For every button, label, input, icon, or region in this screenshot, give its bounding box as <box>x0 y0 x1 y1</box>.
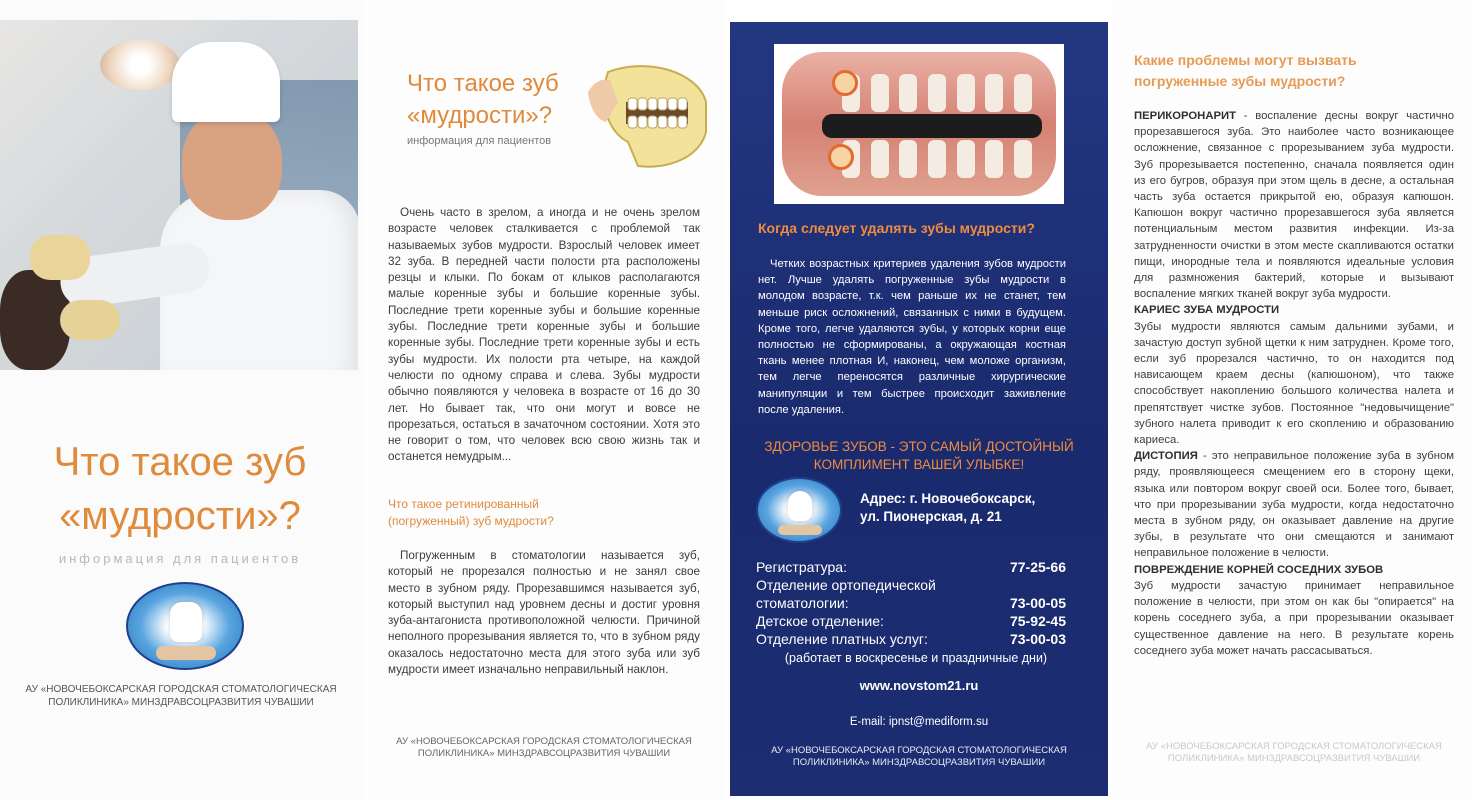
contacts-panel <box>730 22 1108 796</box>
email-link[interactable]: E-mail: ipnst@mediform.su <box>849 716 989 728</box>
hands-icon <box>778 525 822 535</box>
root-damage-text: Зуб мудрости зачастую принимает неправильное положение в челюсти, при этом он как бы "опирается" на корень соседнего зуба, а при прорезывании оказывает существенное давление на него. В результате корень соседнего зуба может начать рассасываться. <box>1134 579 1454 657</box>
gloved-hand <box>30 235 90 280</box>
removal-text: Четких возрастных критериев удаления зубов мудрости нет. Лучше удалять погруженные зубы мудрости в молодом возрасте, т.к. чем раньше их не станет, тем меньше риск осложнений, связанных с ними в будущем. Кроме того, легче удаляются зубы, у которых корни еще полностью не сформированы, а окружающая костная ткань менее плотная И, наконец, чем моложе организм, тем легче переносятся различные хирургические манипуляции и тем быстрее происходит заживление после удаления. <box>758 258 1066 416</box>
clinic-logo-icon <box>126 582 244 670</box>
intro-panel <box>362 0 726 800</box>
cover-title-line2: «мудрости»? <box>59 494 301 538</box>
retained-paragraph <box>388 548 700 678</box>
address-line1: Адрес: г. Новочебоксарск, <box>860 491 1036 506</box>
hands-icon <box>156 646 216 660</box>
slogan <box>752 438 1086 474</box>
phone-label: Отделение ортопедической <box>756 577 936 593</box>
phone-row <box>756 594 1066 612</box>
hours-note: (работает в воскресенье и праздничные дни) <box>784 651 1048 665</box>
retained-text: Погруженным в стоматологии называется зуб, который не прорезался полностью и не занял свое место в зубном ряду. Прорезавшимся называется зуб, который выступил над уровнем десны и достиг уровня зуба-антагониста противоположной челюсти. Причиной неполного прорезывания является то, что в зубном ряду оказалось недостаточно места для этого зуба или зуб мудрости имеет изначально неправильный наклон. <box>388 549 700 677</box>
pericoronitis-section <box>1134 108 1454 302</box>
intro-text: Очень часто в зрелом, а иногда и не очень зрелом возрасте человек сталкивается с проблемой так называемых зубов мудрости. Взрослый человек имеет 32 зуба. В передней части полости рта расположены резцы и клыки. По бокам от клыков располагаются малые коренные зубы и большие коренные зубы. Последние трети коренные зубы и большие коренные зубы. Последние трети коренные зубы и большие коренные зубы. Последние трети коренные зубы и есть зубы мудрости. Их полости рта четыре, на каждой челюсти по одному справа и слева. Зубы мудрости обычно появляются у человека в возрасте от 16 до 30 лет. Но бывает так, что они могут и вовсе не прорезаться, остаться в зачаточном состоянии. Хотя это не говорит о том, что человек всю свою жизнь так и останется немудрым... <box>388 206 700 464</box>
jaw-skull-icon <box>588 62 712 174</box>
footer-line2: ПОЛИКЛИНИКА» МИНЗДРАВСОЦРАЗВИТИЯ ЧУВАШИИ <box>417 748 671 759</box>
dystopia-heading: ДИСТОПИЯ <box>1134 450 1198 463</box>
intro-title-line1: Что такое зуб <box>407 70 559 97</box>
dentist-face <box>182 110 282 220</box>
wisdom-tooth-lower-icon <box>828 144 854 170</box>
problems-question <box>1134 50 1454 92</box>
gloved-hand-tool <box>60 300 120 340</box>
pericoronitis-text: - воспаление десны вокруг частично прорезавшегося зуба. Это наиболее часто возникающее осложнение, связанное с прорезыванием зуба мудрости. Зуб прорезывается постепенно, сначала появляется один из его бугров, образуя при этом щель в десне, а остальная часть зуба остается прикрытой ею, образуя капюшон. Капюшон вокруг частично прорезавшегося зуба является потенциальным местом развития инфекции. Из-за затрудненности очистки в этом месте скапливаются остатки пищи, инородные тела и появляются идеальные условия для размножения бактерий, которые и вызывают воспаление мягких тканей вокруг зуба мудрости. <box>1134 110 1454 301</box>
intro-footer <box>384 736 704 760</box>
mouth-gap <box>822 114 1042 138</box>
problems-panel <box>1112 0 1472 800</box>
footer-line1: АУ «НОВОЧЕБОКСАРСКАЯ ГОРОДСКАЯ СТОМАТОЛОГИЧЕСКАЯ <box>25 684 337 695</box>
cover-title <box>30 435 330 543</box>
retained-question <box>388 496 700 530</box>
phone-number: 73-00-05 <box>1009 595 1066 611</box>
slogan-line2: КОМПЛИМЕНТ ВАШЕЙ УЛЫБКЕ! <box>813 457 1025 472</box>
removal-paragraph <box>758 256 1066 418</box>
cover-title-line1: Что такое зуб <box>53 440 307 484</box>
intro-subtitle: информация для пациентов <box>407 135 552 147</box>
removal-question: Когда следует удалять зубы мудрости? <box>758 220 1035 236</box>
phone-row <box>756 558 1066 576</box>
dystopia-section <box>1134 448 1454 561</box>
tooth-icon <box>788 491 812 521</box>
intro-title-line2: «мудрости»? <box>407 102 553 129</box>
intro-title <box>407 68 559 132</box>
contacts-footer <box>750 745 1088 769</box>
tooth-icon <box>170 602 202 642</box>
phone-number: 73-00-03 <box>1009 631 1066 647</box>
problems-text <box>1134 108 1454 659</box>
cover-footer <box>20 683 342 709</box>
lower-teeth <box>842 140 1032 178</box>
cover-panel <box>0 0 362 800</box>
phone-number: 77-25-66 <box>1009 559 1066 575</box>
dentist-photo <box>0 20 358 370</box>
phone-row <box>756 576 1066 594</box>
footer-line1: АУ «НОВОЧЕБОКСАРСКАЯ ГОРОДСКАЯ СТОМАТОЛОГИЧЕСКАЯ <box>396 736 692 747</box>
phone-row <box>756 630 1066 648</box>
pericoronitis-heading: ПЕРИКОРОНАРИТ <box>1134 110 1237 122</box>
phone-label: стоматологии: <box>756 595 849 611</box>
cover-subtitle: информация для пациентов <box>58 551 302 566</box>
clinic-logo-icon <box>756 477 842 543</box>
wisdom-tooth-upper-icon <box>832 70 858 96</box>
footer-line2: ПОЛИКЛИНИКА» МИНЗДРАВСОЦРАЗВИТИЯ ЧУВАШИИ <box>48 697 314 708</box>
upper-teeth <box>842 74 1032 112</box>
phone-label: Детское отделение: <box>756 613 884 629</box>
dentist-cap <box>172 42 280 122</box>
website-link[interactable]: www.novstom21.ru <box>859 678 979 693</box>
phone-label: Регистратура: <box>756 559 847 575</box>
caries-heading: КАРИЕС ЗУБА МУДРОСТИ <box>1134 304 1280 317</box>
dental-lamp <box>100 40 180 90</box>
problems-question-line2: погруженные зубы мудрости? <box>1134 73 1346 89</box>
phone-row <box>756 612 1066 630</box>
intro-paragraph <box>388 205 700 466</box>
footer-line1: АУ «НОВОЧЕБОКСАРСКАЯ ГОРОДСКАЯ СТОМАТОЛОГИЧЕСКАЯ <box>1146 741 1442 752</box>
retained-question-line1: Что такое ретинированный <box>388 497 539 511</box>
phone-list <box>756 558 1066 667</box>
footer-line2: ПОЛИКЛИНИКА» МИНЗДРАВСОЦРАЗВИТИЯ ЧУВАШИИ <box>1167 753 1421 764</box>
problems-footer <box>1134 741 1454 765</box>
caries-text: Зубы мудрости являются самым дальними зубами, и зачастую доступ зубной щетки к ним затруднен. Кроме того, если зуб прорезался частично, то он находится под нависающем краем десны (капюшоном), что также способствует накоплению большого количества налета и препятствует чистке зубов. Постоянное "недовычищение" зубного налета приводит к его скоплению и образованию кариеса. <box>1134 320 1454 447</box>
clinic-address <box>860 490 1035 526</box>
retained-question-line2: (погруженный) зуб мудрости? <box>388 514 554 528</box>
footer-line1: АУ «НОВОЧЕБОКСАРСКАЯ ГОРОДСКАЯ СТОМАТОЛОГИЧЕСКАЯ <box>771 745 1067 756</box>
phone-label: Отделение платных услуг: <box>756 631 928 647</box>
slogan-line1: ЗДОРОВЬЕ ЗУБОВ - ЭТО САМЫЙ ДОСТОЙНЫЙ <box>764 439 1074 454</box>
footer-line2: ПОЛИКЛИНИКА» МИНЗДРАВСОЦРАЗВИТИЯ ЧУВАШИИ <box>792 757 1046 768</box>
dental-xray-image <box>774 44 1064 204</box>
dystopia-text: - это неправильное положение зуба в зубном ряду, проявляющееся смещением его в сторону щеки, языка или повтором вокруг своей оси. Более того, бывает, что при прорезывании зуба мудрости, когда недостаточно места в зубном ряду, он оказывает давление на другие зубы, в результате что они смещаются и занимают неправильное положение в челюсти. <box>1134 450 1454 560</box>
phone-number: 75-92-45 <box>1009 613 1066 629</box>
address-line2: ул. Пионерская, д. 21 <box>860 509 1002 524</box>
problems-question-line1: Какие проблемы могут вызвать <box>1134 52 1357 68</box>
root-damage-heading: ПОВРЕЖДЕНИЕ КОРНЕЙ СОСЕДНИХ ЗУБОВ <box>1134 563 1384 576</box>
